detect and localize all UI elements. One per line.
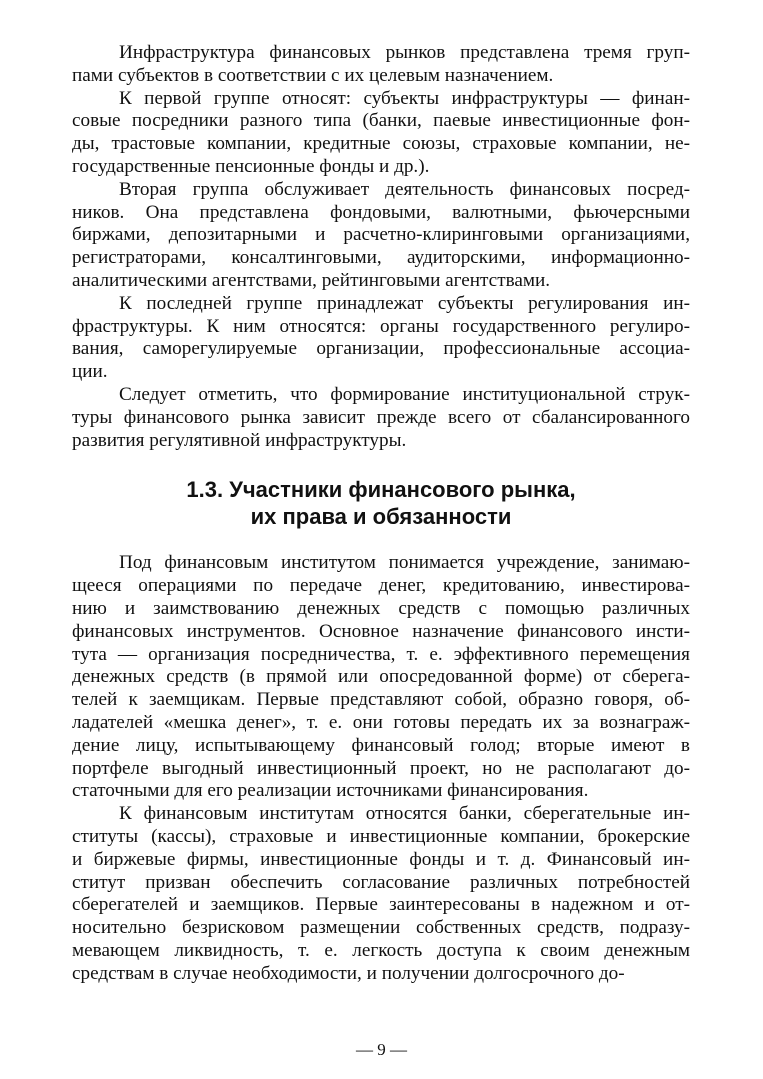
page-number: — 9 — [356, 1040, 407, 1059]
text-line: вания, саморегулируемые организации, профессиональные ассоциа- [72, 338, 690, 360]
paragraph [72, 179, 690, 293]
text-line: портфеле выгодный инвестиционный проект, но не располагают до- [72, 757, 690, 779]
text-line: аналитическими агентствами, рейтинговыми агентствами. [72, 269, 551, 291]
text-line: сберегателей и заемщиков. Первые заинтересованы в надежном и от- [72, 894, 690, 916]
text-line: денежных средств (в прямой или опосредованной форме) от сберега- [72, 666, 690, 688]
text-line: и биржевые фирмы, инвестиционные фонды и т. д. Финансовый ин- [72, 848, 690, 870]
text-line: дение лицу, испытывающему финансовый голод; вторые имеют в [72, 734, 690, 756]
text-line: фраструктуры. К ним относятся: органы государственного регулиро- [72, 315, 690, 337]
text-line: ции. [72, 361, 108, 383]
paragraph [72, 552, 690, 803]
text-line: совые посредники разного типа (банки, паевые инвестиционные фон- [72, 110, 690, 132]
text-line: Инфраструктура финансовых рынков представлена тремя груп- [119, 42, 690, 63]
paragraph [72, 384, 690, 452]
text-line: нию и заимствованию денежных средств с помощью различных [72, 597, 690, 619]
text-line: К финансовым институтам относятся банки, сберегательные ин- [119, 803, 690, 825]
top-paragraphs [72, 42, 690, 452]
paragraph [72, 42, 690, 88]
text-line: ды, трастовые компании, кредитные союзы, страховые компании, не- [72, 133, 690, 155]
text-line: Вторая группа обслуживает деятельность финансовых посред- [119, 178, 690, 200]
section-heading-line-1: 1.3. Участники финансового рынка, [186, 477, 576, 503]
text-line: носительно безрисковом размещении собственных средств, подразу- [72, 917, 690, 939]
text-line: ституты (кассы), страховые и инвестиционные компании, брокерские [72, 825, 690, 847]
text-line: щееся операциями по передаче денег, кредитованию, инвестирова- [72, 575, 690, 597]
text-line: регистраторами, консалтинговыми, аудиторскими, информационно- [72, 247, 690, 269]
bottom-paragraphs [72, 552, 690, 985]
paragraph [72, 88, 690, 179]
text-line: развития регулятивной инфраструктуры. [72, 429, 407, 451]
text-line: Следует отметить, что формирование институциональной струк- [119, 383, 690, 405]
section-heading-block [72, 452, 690, 552]
page-text [72, 42, 690, 985]
text-line: ников. Она представлена фондовыми, валютными, фьючерсными [72, 201, 690, 223]
text-line: финансовых инструментов. Основное назначение финансового инсти- [72, 620, 690, 642]
text-line: ладателей «мешка денег», т. е. они готовы передать их за вознаграж- [72, 711, 690, 733]
paragraph [72, 803, 690, 985]
text-line: статочными для его реализации источниками финансирования. [72, 780, 589, 802]
text-line: К первой группе относят: субъекты инфраструктуры — финан- [119, 87, 690, 109]
text-line: мевающем ликвидность, т. е. легкость доступа к своим денежным [72, 939, 690, 961]
text-line: средствам в случае необходимости, и получении долгосрочного до- [72, 962, 625, 984]
section-heading-line-2: их права и обязанности [250, 504, 512, 530]
paragraph [72, 293, 690, 384]
text-line: Под финансовым институтом понимается учреждение, занимаю- [119, 552, 690, 574]
text-line: государственные пенсионные фонды и др.). [72, 155, 430, 177]
text-line: пами субъектов в соответствии с их целевым назначением. [72, 64, 554, 86]
text-line: ститут призван обеспечить согласование различных потребностей [72, 871, 690, 893]
text-line: туры финансового рынка зависит прежде всего от сбалансированного [72, 406, 690, 428]
text-line: телей к заемщикам. Первые представляют собой, образно говоря, об- [72, 689, 690, 711]
text-line: тута — организация посредничества, т. е. эффективного перемещения [72, 643, 690, 665]
text-line: К последней группе принадлежат субъекты регулирования ин- [119, 292, 690, 314]
text-line: биржами, депозитарными и расчетно-клиринговыми организациями, [72, 224, 690, 246]
